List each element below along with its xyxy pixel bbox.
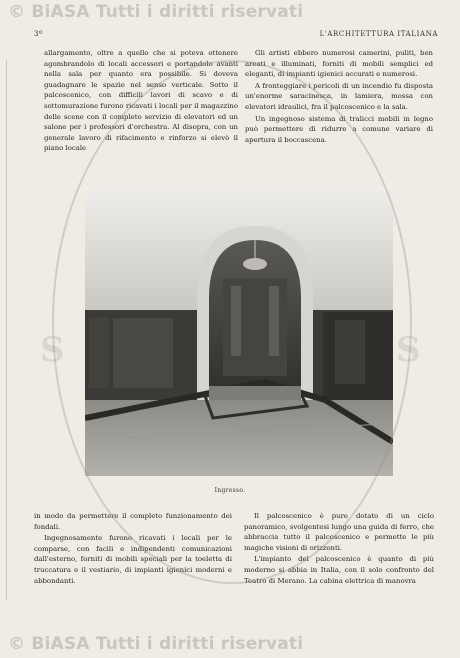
- text-column-bottom-right: [244, 511, 434, 587]
- running-head: [34, 30, 438, 40]
- journal-title: L'ARCHITETTURA ITALIANA: [319, 30, 438, 38]
- paragraph: Il palcoscenico è pure dotato di un ciclo panoramico, svolgentesi lungo una guida di ferro, che abbraccia tutto il palcoscenico e permette le più magiche visioni di orizzonti.: [244, 512, 434, 552]
- entrance-photograph: [85, 186, 393, 476]
- paragraph: Un ingegnoso sistema di tralicci mobili in legno può permettere di ridurre a comune variare di apertura il boccascena.: [245, 114, 433, 144]
- entrance-photo-illustration: [85, 186, 393, 476]
- paragraph: in modo da permettere il completo funzionamento dei fondali.: [34, 512, 232, 531]
- paragraph: L'impianto del palcoscenico è quanto di più moderno si abbia in Italia, con il solo confronto del Teatro di Merano. La cabina elettrica di manovra: [244, 555, 434, 585]
- figure-caption: Ingresso.: [214, 487, 246, 494]
- paragraph: Ingegnosamente furono ricavati i locali per le comparse, con facili e indipendenti comunicazioni dall'esterno, forniti di mobili speciali per la toeletta di truccatura e il vestiario, di impianti igienici moderni e abbondanti.: [34, 534, 232, 585]
- text-column-top-right: [245, 48, 433, 146]
- watermark-stamp-letter: S: [396, 330, 421, 370]
- page-number: 3º: [34, 30, 43, 38]
- watermark-stamp-letter: S: [40, 330, 65, 370]
- text-column-bottom-left: [34, 511, 232, 587]
- paragraph: A fronteggiare i pericoli di un incendio fu disposta un'enorme saracinesca, in lamiera, mossa con elevatori idraulici, fra il palcoscenico e la sala.: [245, 81, 433, 111]
- text-column-top-left: [44, 48, 238, 155]
- watermark-banner-bottom: © BiASA Tutti i diritti riservati: [8, 634, 304, 654]
- page-fold-shadow: [6, 60, 11, 600]
- paragraph: Gli artisti ebbero numerosi camerini, puliti, ben areati e illuminati, forniti di mobili semplici ed eleganti, di impianti igienici accurati e numerosi.: [245, 49, 433, 79]
- paragraph: allargamento, oltre a quello che si poteva ottenere agombrandolo di locali accessori e portandolo avanti nella sala per quanto era possibile. Si doveva guadagnare le spazie nel senso verticale. Sotto il palcoscenico, con difficili lavori di scavo e di sottomurazione furono ricavati i locali per il magazzino delle scene con il completo servizio di elevatori ed un salone per i professori d'orchestra. Al disopra, con un generale lavoro di rifacimento e rinforzo si elevò il piano locale: [44, 49, 238, 153]
- watermark-banner-top: © BiASA Tutti i diritti riservati: [8, 2, 304, 22]
